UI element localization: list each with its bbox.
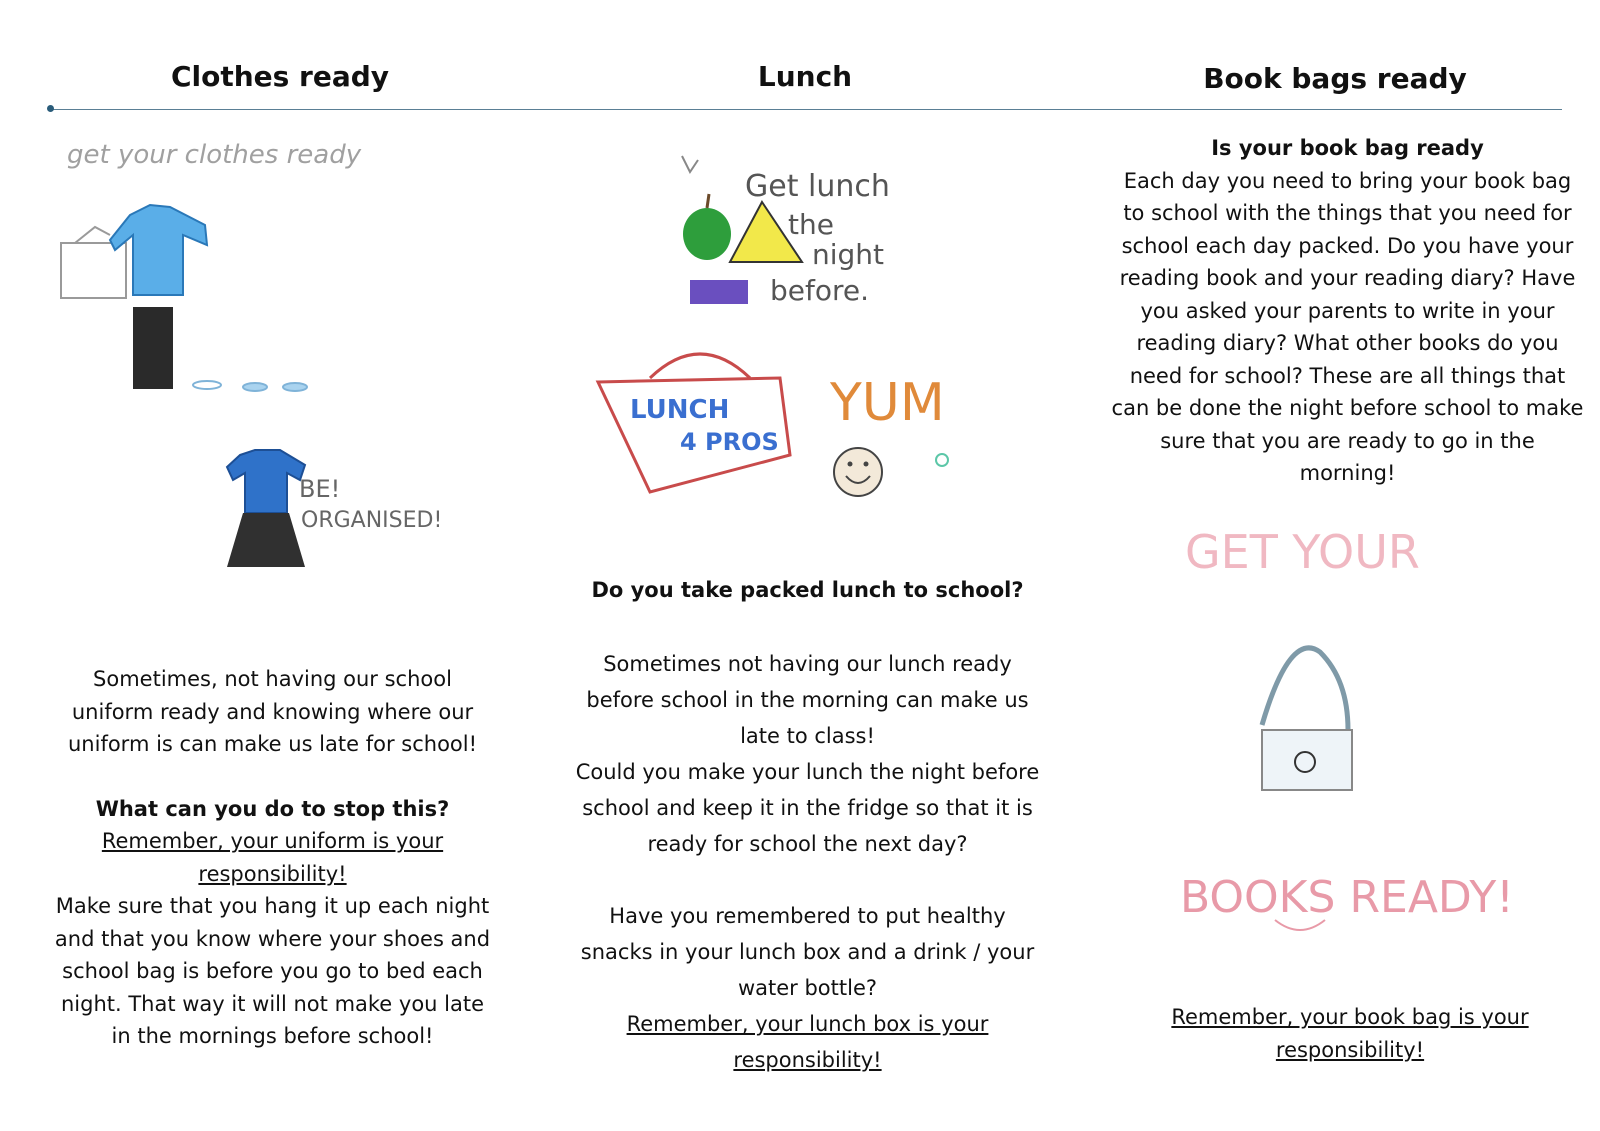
apple-icon bbox=[683, 208, 731, 260]
shoe-icon bbox=[283, 383, 307, 391]
lunch-reminder: Remember, your lunch box is your responsibility! bbox=[626, 1012, 989, 1072]
lunch-text-block bbox=[575, 646, 1040, 1078]
shoe-icon bbox=[243, 383, 267, 391]
book-bag-text-block bbox=[1110, 132, 1585, 490]
clothes-reminder: Remember, your uniform is your responsibility! bbox=[101, 829, 444, 886]
drawing-text-books-ready: BOOKS READY! bbox=[1180, 872, 1514, 923]
lunch-drawing bbox=[590, 150, 990, 520]
trousers-icon bbox=[133, 307, 173, 389]
drawing-text-the: the bbox=[788, 208, 834, 241]
lunch-para-3: Have you remembered to put healthy snacks in your lunch box and a drink / your water bottle? bbox=[580, 904, 1035, 1000]
book-bag-body: Each day you need to bring your book bag to school with the things that you need for school each day packed. Do you have your reading book and your reading diary? Have you asked your parents to write in your reading diary? What other books do you need for school? These are all things that can be done the night before school to make sure that you are ready to go in the morning! bbox=[1111, 168, 1584, 485]
shoe-icon bbox=[193, 381, 221, 389]
lunch-para-1: Sometimes not having our lunch ready before school in the morning can make us late to class! bbox=[586, 652, 1029, 748]
book-bag-drawing bbox=[1170, 520, 1514, 950]
book-bag-reminder: Remember, your book bag is your responsibility! bbox=[1171, 1005, 1529, 1062]
clothes-drawing bbox=[55, 135, 475, 580]
clothes-question: What can you do to stop this? bbox=[95, 796, 450, 821]
drawing-text-night: night bbox=[812, 238, 885, 271]
school-bag-icon bbox=[61, 243, 126, 298]
heading-lunch: Lunch bbox=[757, 60, 853, 93]
drawing-text-lunch: LUNCH bbox=[630, 395, 730, 425]
drawing-text-4pros: 4 PROS bbox=[680, 428, 779, 456]
drawing-text-organised: ORGANISED! bbox=[301, 508, 443, 533]
book-bag-title: Is your book bag ready bbox=[1211, 136, 1484, 160]
divider-dot bbox=[47, 105, 54, 112]
jumper-icon bbox=[110, 205, 207, 295]
heading-clothes-ready: Clothes ready bbox=[170, 60, 390, 93]
drawing-text-yum: YUM bbox=[830, 373, 945, 433]
drawing-text-be: BE! bbox=[299, 475, 341, 503]
heading-book-bags-ready: Book bags ready bbox=[1203, 62, 1467, 95]
lunch-question: Do you take packed lunch to school? bbox=[591, 578, 1024, 602]
drawing-text-get-lunch: Get lunch bbox=[745, 169, 890, 204]
snack-bar-icon bbox=[690, 280, 748, 304]
clothes-intro: Sometimes, not having our school uniform ready and knowing where our uniform is can make us late for school! bbox=[67, 667, 478, 756]
drawing-text-get-your: GET YOUR bbox=[1185, 525, 1420, 579]
smiley-face-icon bbox=[834, 448, 882, 496]
dress-uniform-icon bbox=[227, 450, 305, 567]
lunchbox-icon bbox=[598, 354, 790, 492]
clothes-advice: Make sure that you hang it up each night and that you know where your shoes and school bag is before you go to bed each night. That way it will not make you late in the mornings before school! bbox=[54, 894, 491, 1048]
header-divider bbox=[52, 109, 1562, 110]
lunch-para-2: Could you make your lunch the night before school and keep it in the fridge so that it is ready for school the next day? bbox=[575, 760, 1040, 856]
drawing-text-before: before. bbox=[770, 274, 870, 307]
drawing-text-get-clothes: get your clothes ready bbox=[67, 140, 362, 170]
clothes-text-block bbox=[50, 663, 495, 1053]
book-bag-icon bbox=[1262, 648, 1352, 790]
